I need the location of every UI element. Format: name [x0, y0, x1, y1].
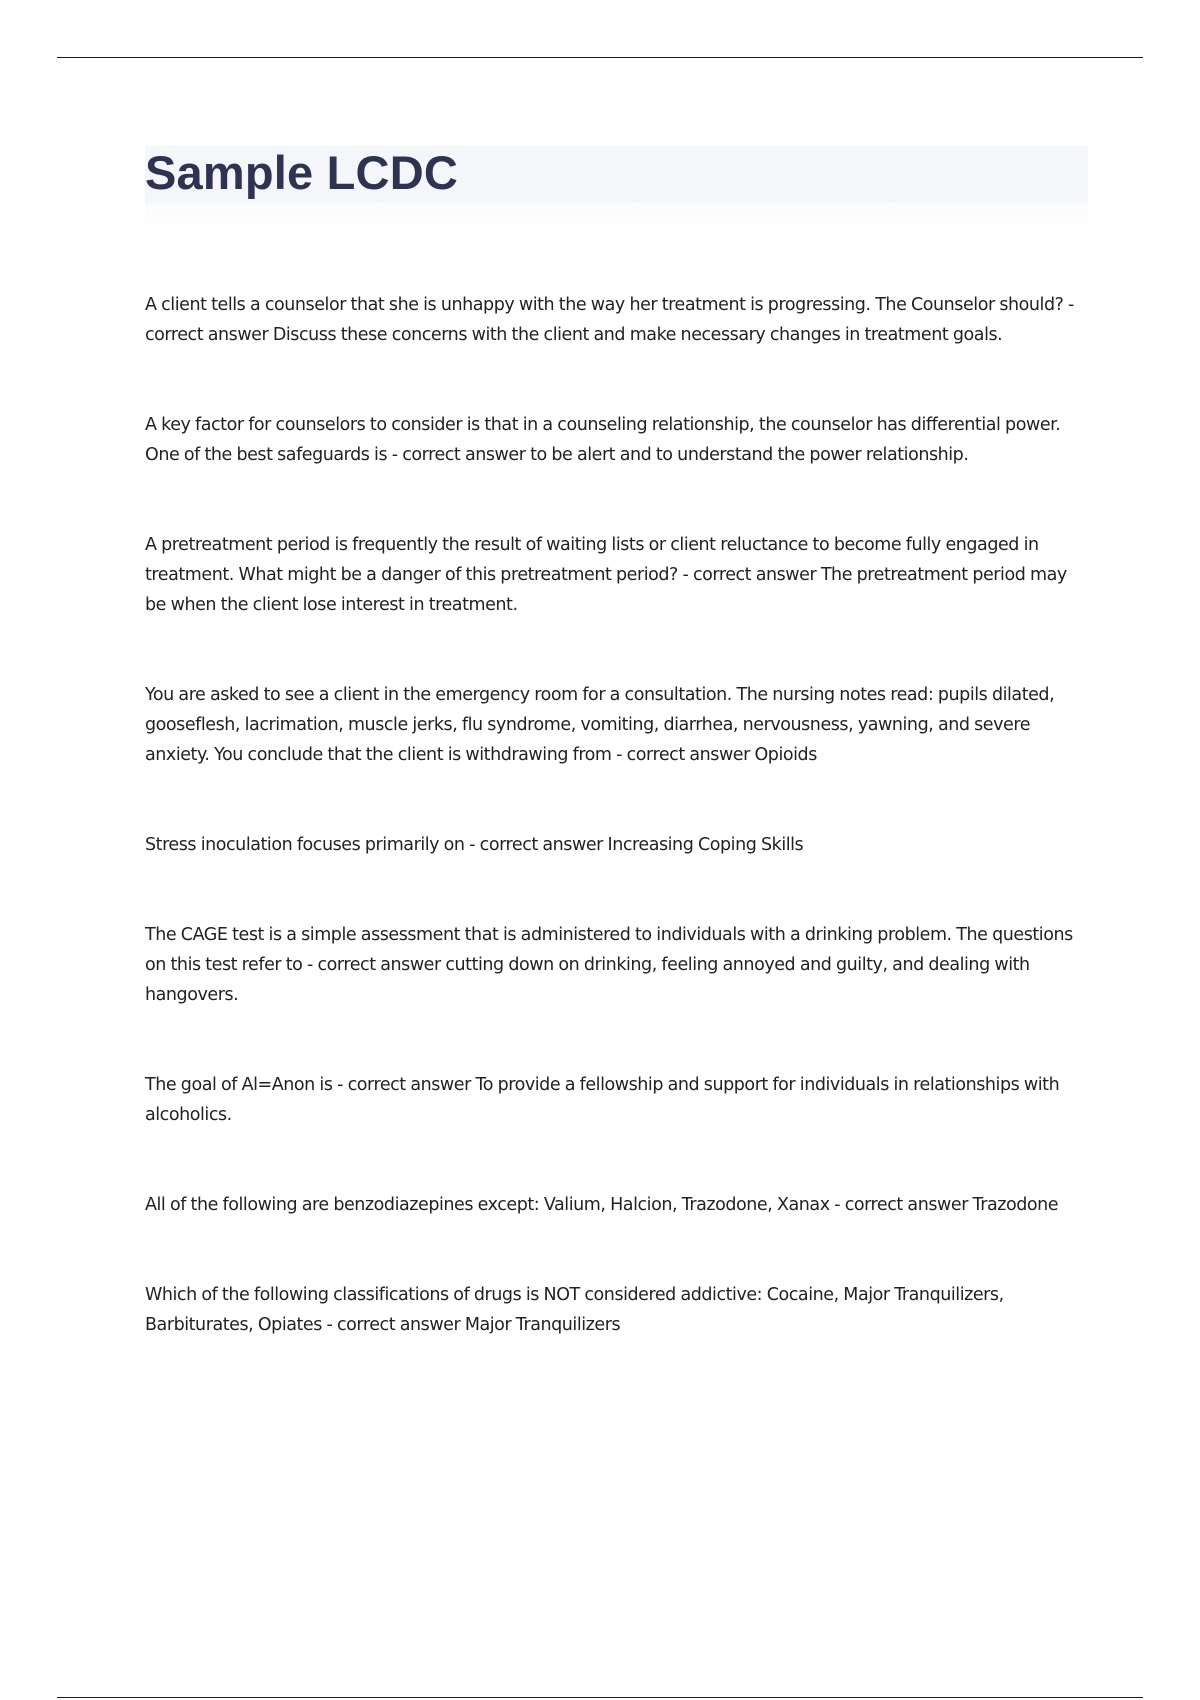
qa-item: A key factor for counselors to consider is that in a counseling relationship, the counselor has differential power. One of the best safeguards is - correct answer to be alert and to understand the power relationship.: [145, 415, 1061, 465]
qa-item: Stress inoculation focuses primarily on - correct answer Increasing Coping Skills: [145, 835, 804, 855]
qa-item: Which of the following classifications of drugs is NOT considered addictive: Cocaine, Major Tranquilizers, Barbiturates, Opiates - correct answer Major Tranquilizers: [145, 1285, 1004, 1335]
qa-item: You are asked to see a client in the emergency room for a consultation. The nursing notes read: pupils dilated, gooseflesh, lacrimation, muscle jerks, flu syndrome, vomiting, diarrhea, nervousness, yawning, and severe anxiety. You conclude that the client is withdrawing from - correct answer Opioids: [145, 685, 1055, 765]
qa-item: The CAGE test is a simple assessment that is administered to individuals with a drinking problem. The questions on this test refer to - correct answer cutting down on drinking, feeling annoyed and guilty, and dealing with hangovers.: [145, 925, 1073, 1005]
qa-item: All of the following are benzodiazepines except: Valium, Halcion, Trazodone, Xanax - correct answer Trazodone: [145, 1195, 1059, 1215]
qa-item: The goal of Al=Anon is - correct answer To provide a fellowship and support for individuals in relationships with alcoholics.: [145, 1075, 1060, 1125]
qa-item: A pretreatment period is frequently the result of waiting lists or client reluctance to become fully engaged in treatment. What might be a danger of this pretreatment period? - correct answer The pretreatment period may be when the client lose interest in treatment.: [145, 535, 1067, 615]
qa-list: [145, 290, 1090, 1400]
title-band-fade: [145, 203, 1088, 238]
qa-item: A client tells a counselor that she is unhappy with the way her treatment is progressing. The Counselor should? - correct answer Discuss these concerns with the client and make necessary changes in treatment goals.: [145, 295, 1074, 345]
footer-rule: [57, 1697, 1143, 1698]
header-rule: [57, 57, 1143, 58]
page-title: Sample LCDC: [145, 146, 458, 199]
